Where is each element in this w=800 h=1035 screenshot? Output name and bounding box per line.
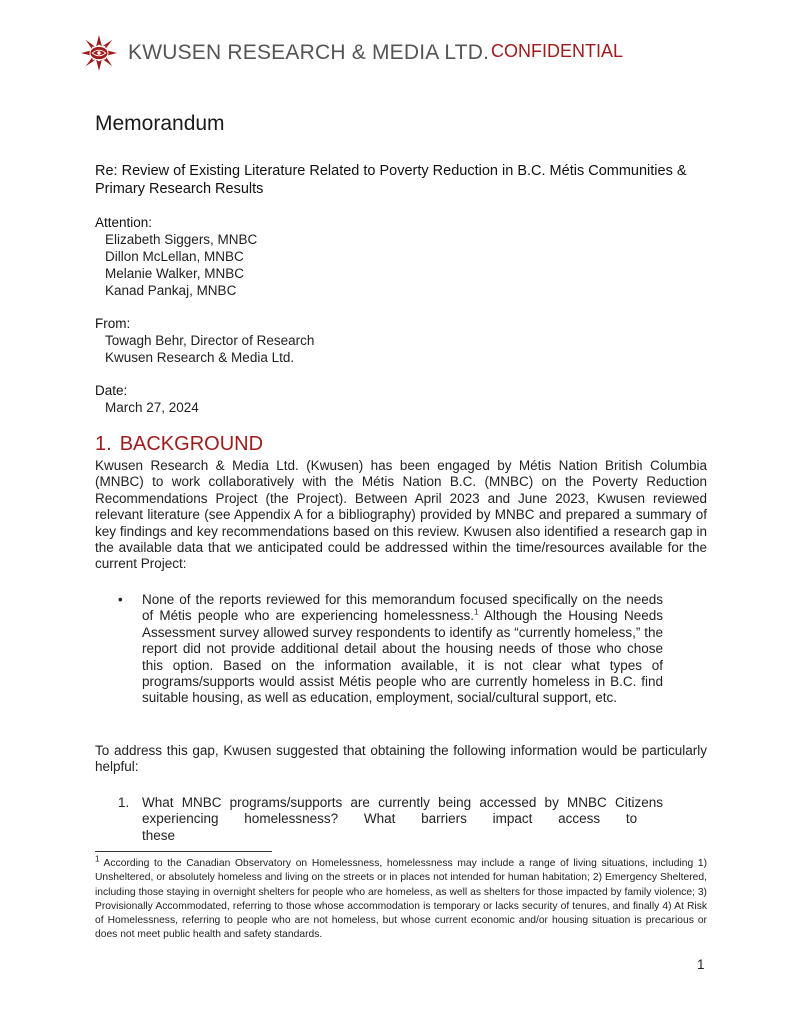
section-heading-background	[95, 433, 263, 456]
attention-recipient: Kanad Pankaj, MNBC	[105, 283, 237, 298]
from-label: From:	[95, 316, 131, 331]
from-list	[105, 332, 314, 366]
from-line: Towagh Behr, Director of Research	[105, 333, 315, 348]
memo-subject: Re: Review of Existing Literature Related to Poverty Reduction in B.C. Métis Communities & Primary Research Results	[95, 163, 687, 197]
date-label: Date:	[95, 383, 128, 398]
attention-recipient: Dillon McLellan, MNBC	[105, 249, 244, 264]
bullet-text	[142, 592, 663, 707]
company-name: KWUSEN RESEARCH & MEDIA LTD.	[128, 41, 490, 64]
gap-paragraph: To address this gap, Kwusen suggested that obtaining the following information would be particularly helpful:	[95, 743, 707, 775]
numbered-list-item	[118, 795, 663, 844]
footnote-divider	[95, 851, 272, 852]
from-line: Kwusen Research & Media Ltd.	[105, 350, 295, 365]
research-gap-bullet	[118, 592, 663, 707]
attention-list	[105, 231, 257, 299]
footnote-text: According to the Canadian Observatory on Homelessness, homelessness may include a range of living situations, including 1) Unsheltered, or absolutely homeless and living on the streets or in places not intended for human habitation; 2) Emergency Sheltered, including those staying in overnight shelters for people who are homeless, as well as shelters for those impacted by family violence; 3) Provisionally Accommodated, referring to those whose accommodation is temporary or lacks security of tenures, and finally 4) At Risk of Homelessness, referring to people who are not homeless, but whose current economic and/or housing situation is precarious or does not meet public health and safety standards.	[95, 858, 707, 941]
date-value	[105, 399, 199, 416]
memo-date: March 27, 2024	[105, 400, 199, 415]
memo-title: Memorandum	[95, 112, 225, 135]
kwusen-star-logo-icon	[80, 34, 118, 72]
document-header	[80, 34, 720, 74]
list-item-line1: What MNBC programs/supports are currently being accessed by MNBC Citizens	[142, 795, 663, 810]
page-number: 1	[697, 957, 705, 972]
confidential-label: CONFIDENTIAL	[491, 41, 624, 61]
list-number: 1.	[118, 795, 130, 810]
attention-recipient: Melanie Walker, MNBC	[105, 266, 245, 281]
bullet-text-part1: None of the reports reviewed for this memorandum focused specifically on the needs of Métis people who are experiencing homelessness.	[142, 592, 663, 624]
section-title: BACKGROUND	[119, 433, 264, 455]
list-item-line2: experiencing homelessness? What barriers impact access to these	[142, 811, 638, 843]
section-number: 1.	[95, 433, 112, 455]
attention-label: Attention:	[95, 215, 153, 230]
footnote	[95, 854, 707, 943]
bullet-marker: •	[118, 592, 123, 607]
footnote-reference[interactable]: 1	[473, 607, 479, 617]
footnote-number: 1	[95, 854, 100, 864]
background-intro-paragraph: Kwusen Research & Media Ltd. (Kwusen) has been engaged by Métis Nation British Columbia (MNBC) to work collaboratively with the Métis Nation B.C. (MNBC) on the Poverty Reduction Recommendations Project (the Project). Between April 2023 and June 2023, Kwusen reviewed relevant literature (see Appendix A for a bibliography) provided by MNBC and prepared a summary of key findings and key recommendations based on this review. Kwusen also identified a research gap in the available data that we anticipated could be addressed within the time/resources available for the current Project:	[95, 458, 707, 572]
attention-recipient: Elizabeth Siggers, MNBC	[105, 232, 258, 247]
bullet-text-part2: Although the Housing Needs Assessment survey allowed survey respondents to identify as “currently homeless,” the report did not provide additional detail about the housing needs of those who chose this option. Based on the information available, it is not clear what types of programs/supports would assist Métis people who are currently homeless in B.C. find suitable housing, as well as education, employment, social/cultural support, etc.	[142, 608, 663, 706]
